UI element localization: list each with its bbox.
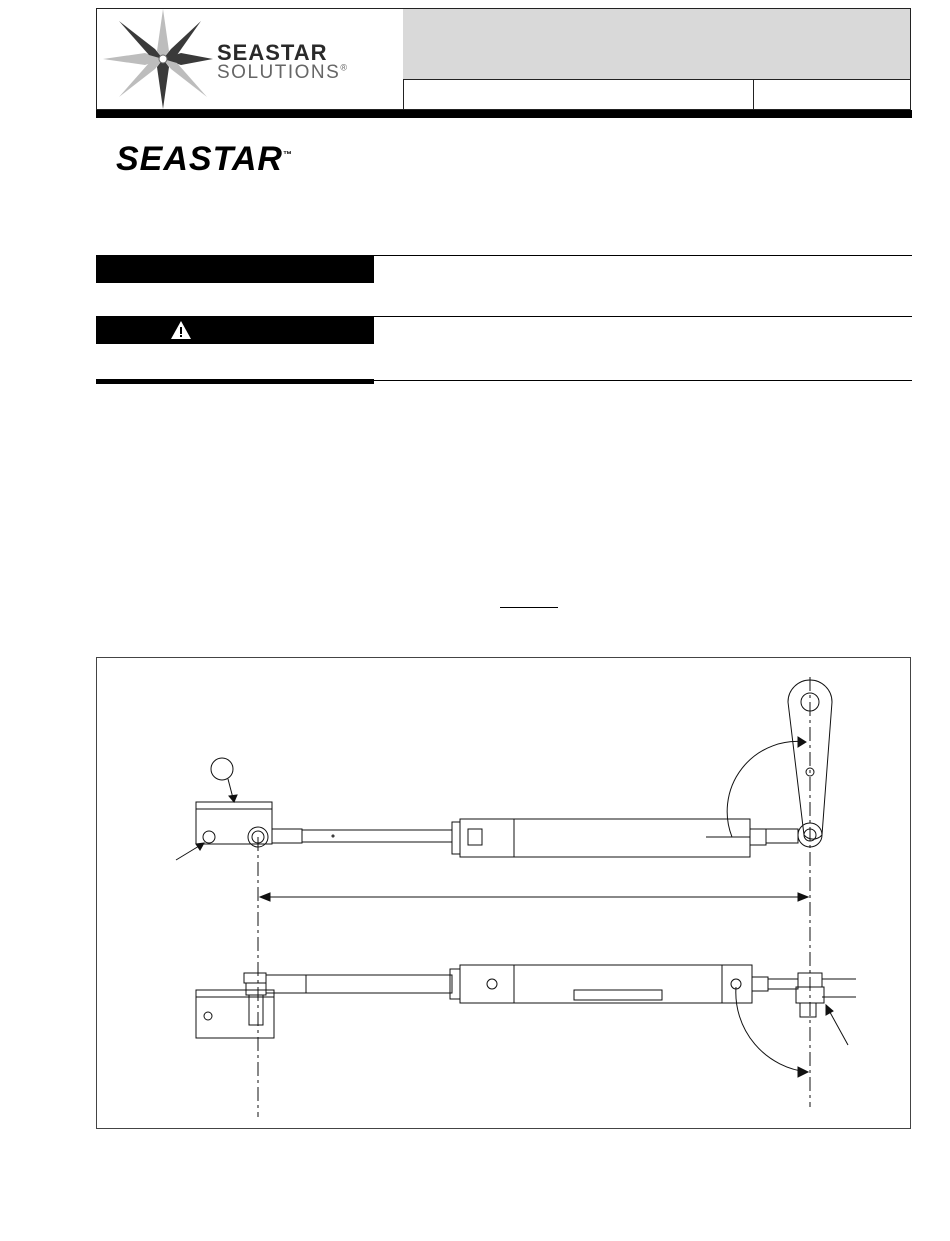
trademark-mark: ™ (282, 149, 293, 160)
company-name-line1: SEASTAR (217, 40, 328, 65)
callout-circle (211, 758, 233, 780)
section-bar (96, 379, 374, 384)
notice-bar (96, 255, 374, 283)
warning-bar (96, 316, 374, 344)
mounting-bracket-icon (196, 965, 856, 1038)
registered-mark: ® (340, 62, 349, 73)
cylinder-installation-diagram (96, 657, 911, 1129)
compass-star-icon (103, 9, 213, 109)
revision-cell (753, 79, 910, 109)
warning-triangle-icon (170, 320, 192, 340)
warning-rule (374, 316, 912, 317)
document-title-cell (403, 9, 910, 80)
product-wordmark: SEASTAR™ (116, 140, 293, 178)
document-number-cell (403, 79, 754, 109)
header-rule (96, 110, 912, 118)
notice-rule (374, 255, 912, 256)
underline-rule (500, 607, 558, 608)
company-name-line2: SOLUTIONS® (217, 62, 349, 83)
section-rule (374, 380, 912, 381)
hydraulic-cylinder-icon (196, 802, 822, 857)
